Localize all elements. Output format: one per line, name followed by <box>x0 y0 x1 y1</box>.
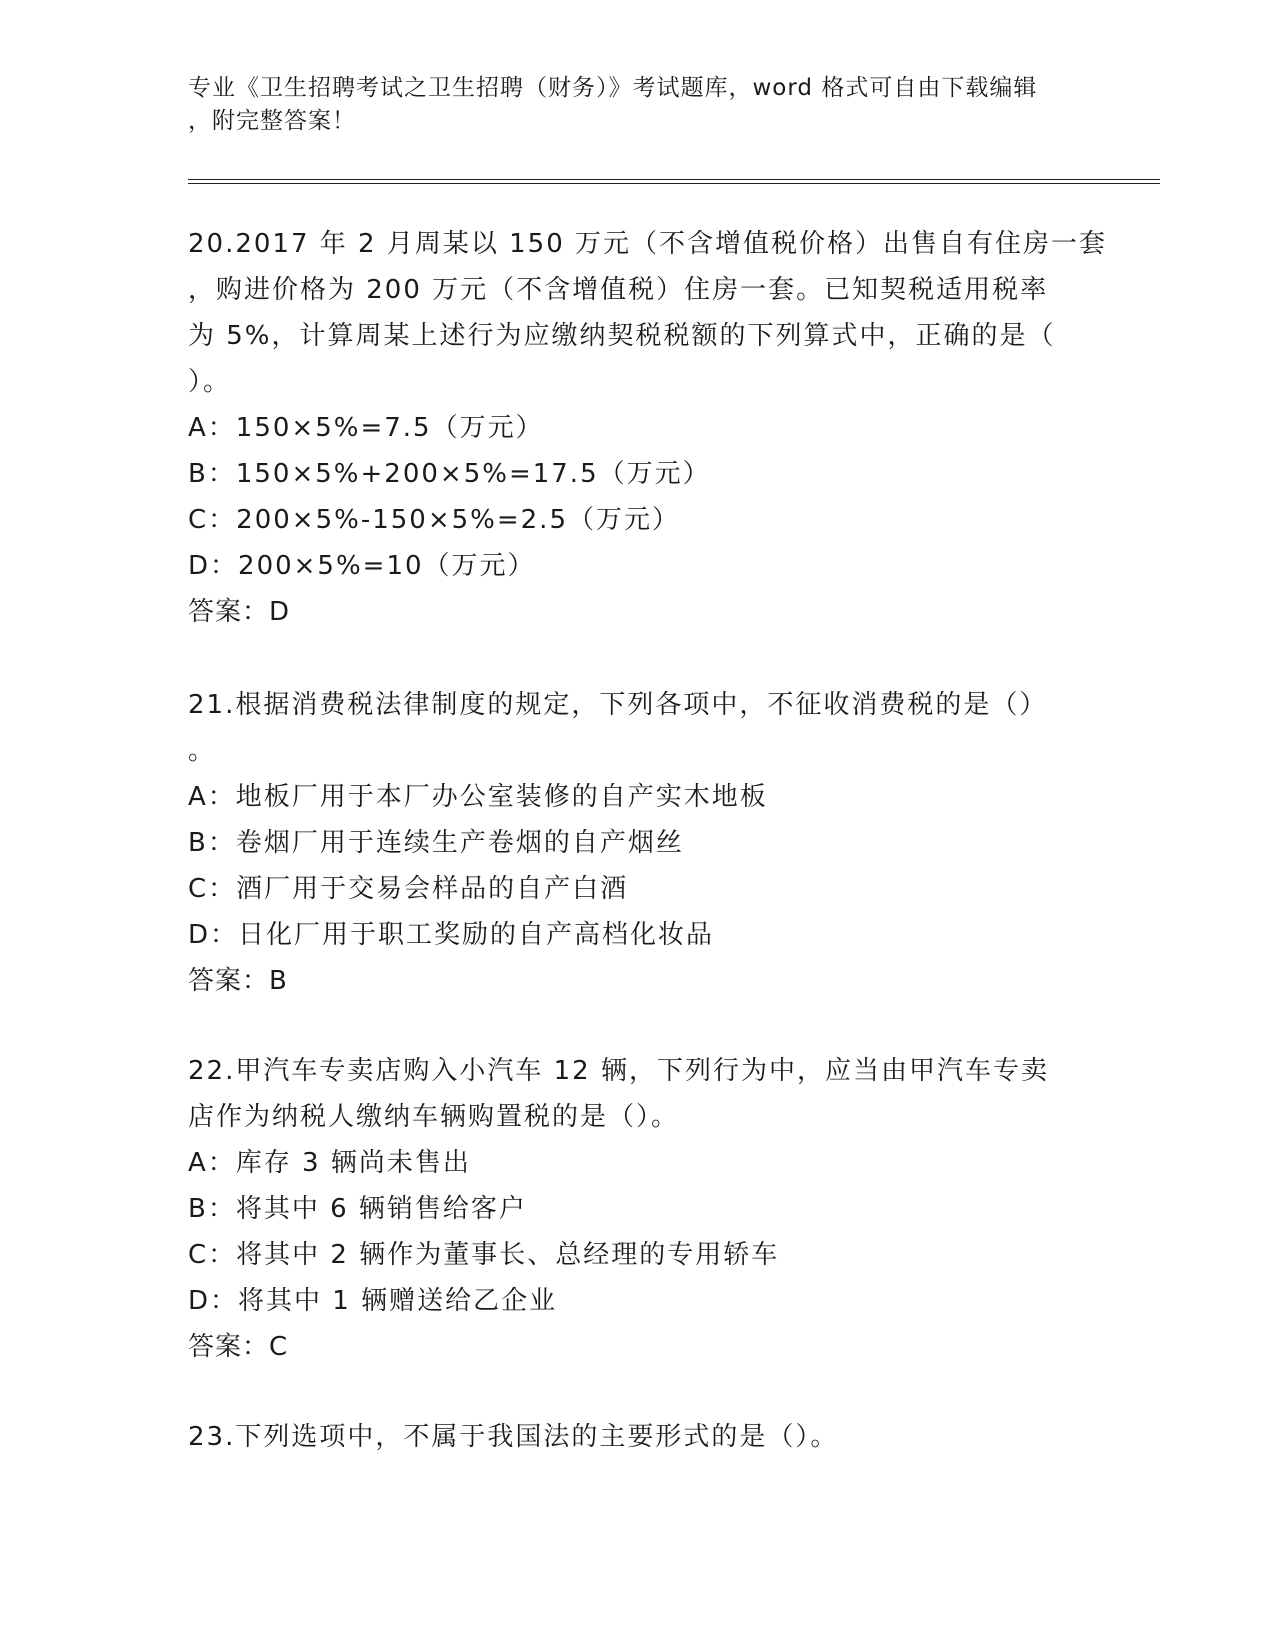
option-b: B：将其中 6 辆销售给客户 <box>188 1194 527 1224</box>
option-b: B：卷烟厂用于连续生产卷烟的自产烟丝 <box>188 828 684 858</box>
header-title-line-1: 专业《卫生招聘考试之卫生招聘（财务）》考试题库，word 格式可自由下载编辑 <box>188 75 1038 101</box>
question-stem-line: 21.根据消费税法律制度的规定，下列各项中，不征收消费税的是（） <box>188 690 1048 720</box>
question-22 <box>188 1048 1088 1370</box>
header-divider-bottom <box>188 183 1160 184</box>
question-stem-line: ）。 <box>188 367 232 397</box>
question-23 <box>188 1414 1088 1460</box>
question-20 <box>188 221 1108 635</box>
question-stem-line: 22.甲汽车专卖店购入小汽车 12 辆，下列行为中，应当由甲汽车专卖 <box>188 1056 1049 1086</box>
option-a: A：库存 3 辆尚未售出 <box>188 1148 471 1178</box>
question-stem-line: 。 <box>188 736 217 766</box>
answer-label: 答案：B <box>188 966 288 996</box>
question-stem-line: 23.下列选项中，不属于我国法的主要形式的是（）。 <box>188 1422 839 1452</box>
answer-label: 答案：D <box>188 597 291 627</box>
header-title-line-2: ，附完整答案！ <box>188 108 356 134</box>
question-stem-line: 店作为纳税人缴纳车辆购置税的是（）。 <box>188 1102 680 1132</box>
option-c: C：将其中 2 辆作为董事长、总经理的专用轿车 <box>188 1240 780 1270</box>
option-d: D：200×5%=10（万元） <box>188 551 536 581</box>
question-stem-line: 为 5%，计算周某上述行为应缴纳契税税额的下列算式中，正确的是（ <box>188 321 1056 351</box>
option-c: C：酒厂用于交易会样品的自产白酒 <box>188 874 629 904</box>
option-a: A：150×5%=7.5（万元） <box>188 413 544 443</box>
question-stem-line: ，购进价格为 200 万元（不含增值税）住房一套。已知契税适用税率 <box>188 275 1049 305</box>
answer-label: 答案：C <box>188 1332 289 1362</box>
option-c: C：200×5%-150×5%=2.5（万元） <box>188 505 680 535</box>
option-b: B：150×5%+200×5%=17.5（万元） <box>188 459 711 489</box>
header-divider-top <box>188 179 1160 180</box>
option-d: D：将其中 1 辆赠送给乙企业 <box>188 1286 558 1316</box>
option-a: A：地板厂用于本厂办公室装修的自产实木地板 <box>188 782 768 812</box>
document-header <box>188 72 1068 138</box>
option-d: D：日化厂用于职工奖励的自产高档化妆品 <box>188 920 715 950</box>
question-21 <box>188 682 1088 1004</box>
question-stem-line: 20.2017 年 2 月周某以 150 万元（不含增值税价格）出售自有住房一套 <box>188 229 1108 259</box>
